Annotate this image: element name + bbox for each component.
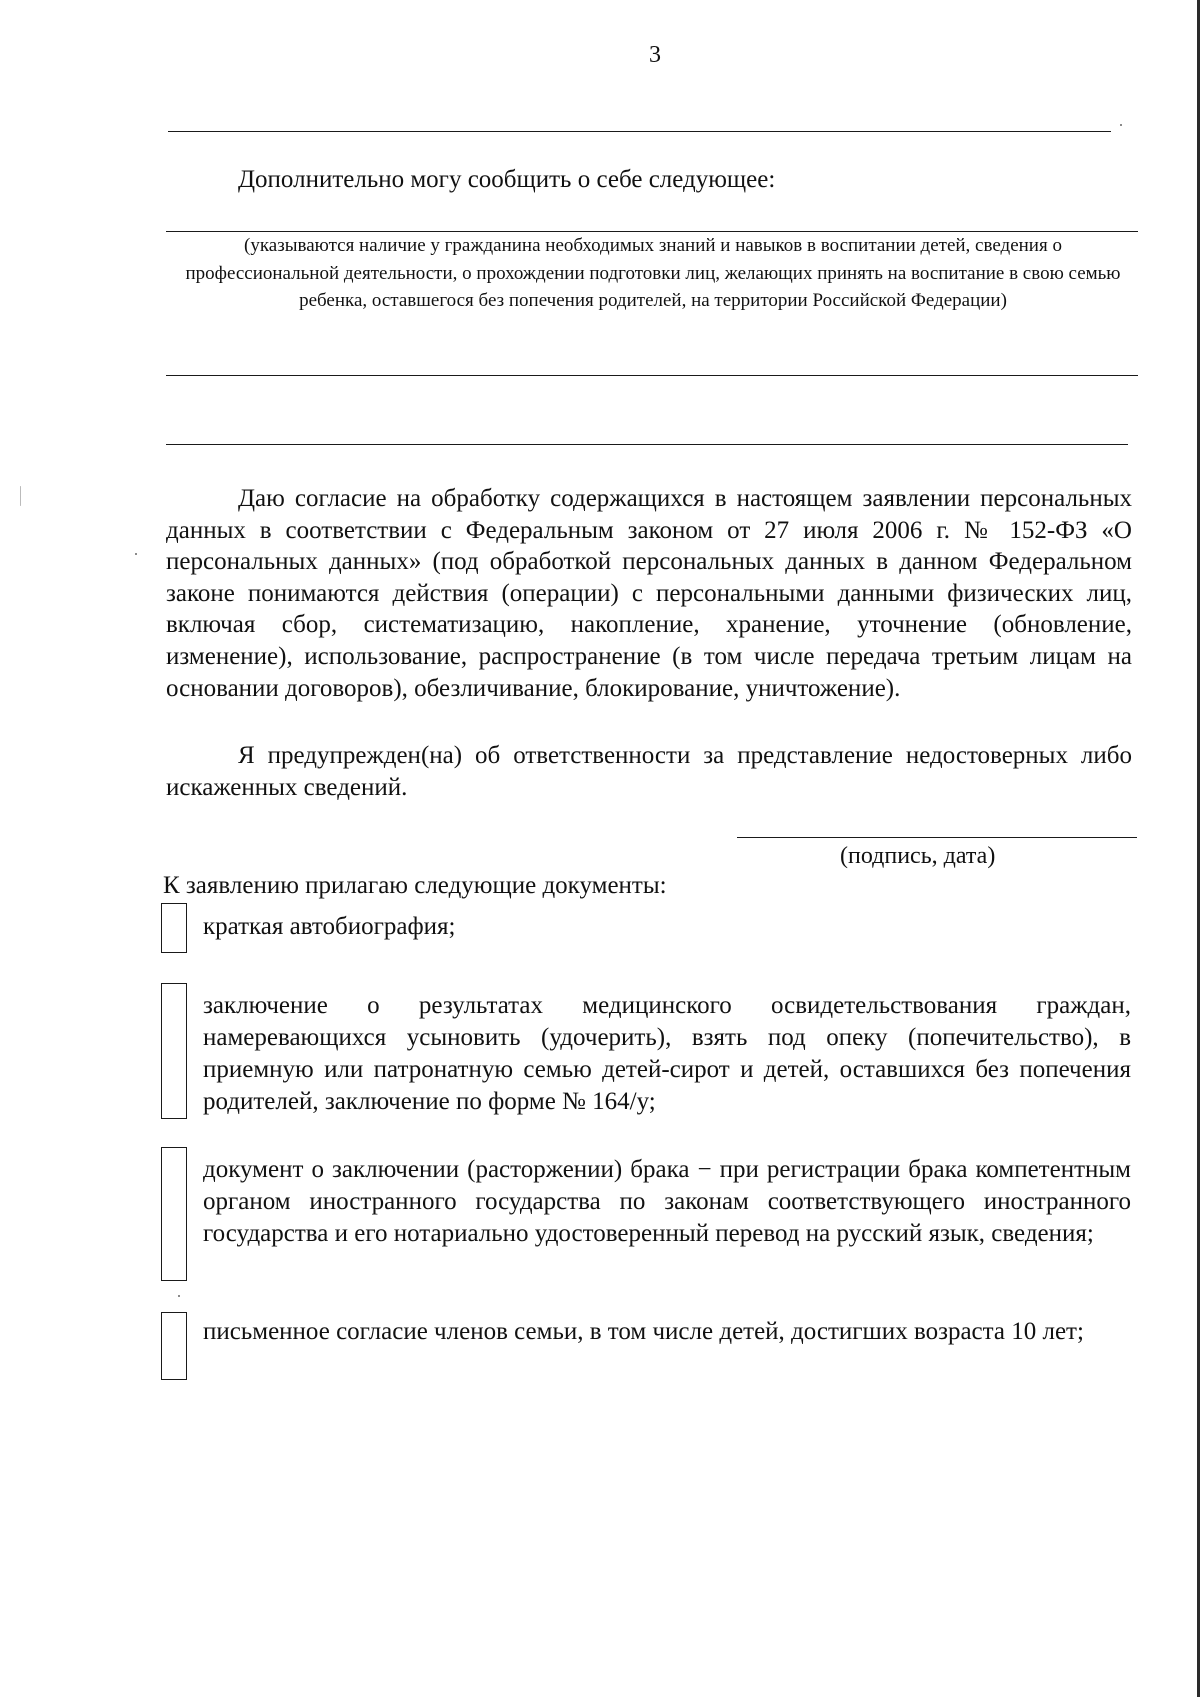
document-checkbox[interactable] bbox=[161, 903, 187, 953]
document-item: документ о заключении (расторжении) брака − при регистрации брака компетентным органом иностранного государства по законам соответствующего иностранного государства и его нотариально удостоверенный перевод на русский язык, сведения; bbox=[203, 1156, 1131, 1247]
additional-info-title: Дополнительно могу сообщить о себе следующее: bbox=[238, 166, 776, 193]
scan-speck bbox=[178, 1295, 180, 1297]
scan-speck bbox=[135, 553, 137, 555]
document-item: краткая автобиография; bbox=[203, 913, 456, 940]
additional-info-hint: (указываются наличие у гражданина необходимых знаний и навыков в воспитании детей, сведения о профессиональной деятельности, о прохождении подготовки лиц, желающих принять на воспитание в свою семью ребенка, оставшегося без попечения родителей, на территории Российской Федерации) bbox=[185, 235, 1121, 311]
scan-speck bbox=[1120, 124, 1122, 126]
document-item: письменное согласие членов семьи, в том числе детей, достигших возраста 10 лет; bbox=[203, 1318, 1084, 1345]
documents-title: К заявлению прилагаю следующие документы: bbox=[163, 872, 667, 899]
document-checkbox[interactable] bbox=[161, 1147, 187, 1281]
document-item: заключение о результатах медицинского освидетельствования граждан, намеревающихся усыновить (удочерить), взять под опеку (попечительство), в приемную или патронатную семью детей-сирот и детей, оставшихся без попечения родителей, заключение по форме № 164/у; bbox=[203, 992, 1131, 1115]
document-checkbox[interactable] bbox=[161, 983, 187, 1119]
blank-line-1 bbox=[166, 375, 1138, 376]
scan-speck bbox=[20, 486, 21, 506]
document-checkbox[interactable] bbox=[161, 1312, 187, 1380]
consent-paragraph: Даю согласие на обработку содержащихся в настоящем заявлении персональных данных в соответствии с Федеральным законом от 27 июля 2006 г. № 152-ФЗ «О персональных данных» (под обработкой персональных данных в данном Федеральном законе понимаются действия (операции) с персональными данными физических лиц, включая сбор, систематизацию, накопление, хранение, уточнение (обновление, изменение), использование, распространение (в том числе передача третьим лицам на основании договоров), обезличивание, блокирование, уничтожение). bbox=[166, 485, 1132, 702]
signature-line bbox=[737, 837, 1137, 838]
liability-warning: Я предупрежден(на) об ответственности за представление недостоверных либо искаженных сведений. bbox=[166, 742, 1132, 801]
page-number: 3 bbox=[649, 42, 661, 68]
blank-line-2 bbox=[166, 444, 1128, 445]
blank-line-top bbox=[168, 131, 1111, 132]
signature-caption: (подпись, дата) bbox=[840, 843, 996, 869]
